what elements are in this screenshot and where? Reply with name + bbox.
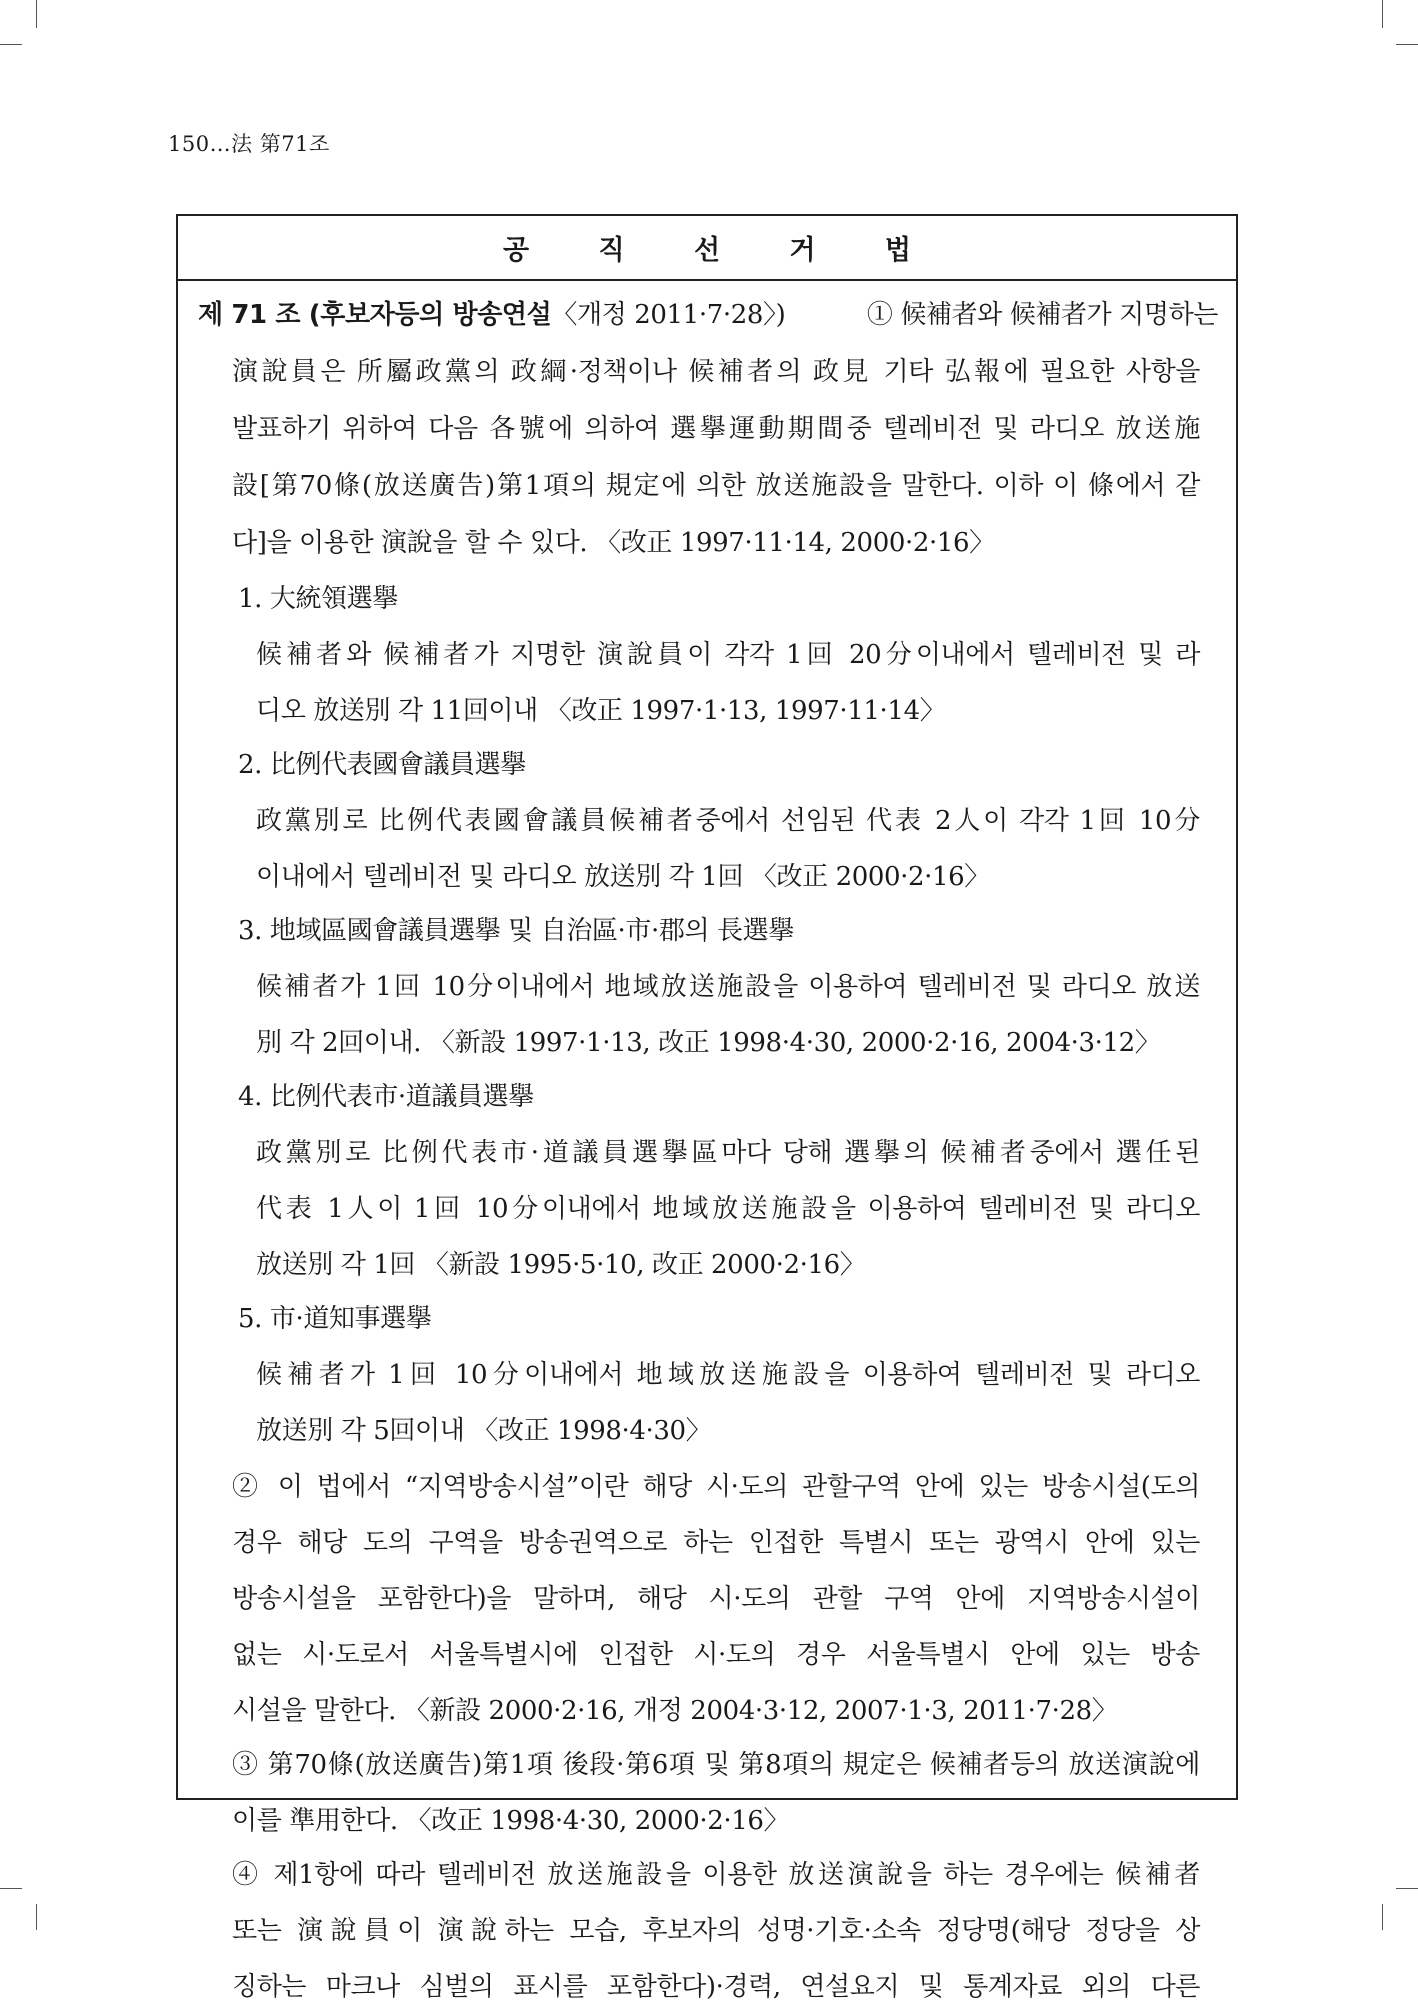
text-line: ② 이 법에서 “지역방송시설”이란 해당 시·도의 관할구역 안에 있는 방송시설(도의	[232, 1472, 1200, 1502]
text-line: 없는 시·도로서 서울특별시에 인접한 시·도의 경우 서울특별시 안에 있는 방송	[232, 1640, 1200, 1670]
item-title: 5. 市·道知事選擧	[238, 1304, 432, 1334]
item-title: 2. 比例代表國會議員選擧	[238, 750, 526, 780]
crop-mark	[0, 1888, 22, 1889]
text-line: 시설을 말한다. 〈新設 2000·2·16, 개정 2004·3·12, 2007·1·3, 2011·7·28〉	[232, 1696, 1118, 1726]
text-line: 이내에서 텔레비전 및 라디오 放送別 각 1回 〈改正 2000·2·16〉	[256, 862, 990, 892]
text-line: 候補者와 候補者가 지명한 演說員이 각각 1回 20分이내에서 텔레비전 및 라	[256, 640, 1200, 670]
text-line: 이를 準用한다. 〈改正 1998·4·30, 2000·2·16〉	[232, 1806, 790, 1836]
text-line: 또는 演說員이 演說하는 모습, 후보자의 성명·기호·소속 정당명(해당 정당을 상	[232, 1916, 1200, 1946]
crop-mark	[0, 44, 22, 45]
text-line: 代表 1人이 1回 10分이내에서 地域放送施設을 이용하여 텔레비전 및 라디오	[256, 1194, 1200, 1224]
text-line: 放送別 각 5回이내 〈改正 1998·4·30〉	[256, 1416, 712, 1446]
crop-mark	[36, 0, 37, 28]
text-line: 演說員은 所屬政黨의 政綱·정책이나 候補者의 政見 기타 弘報에 필요한 사항을	[232, 357, 1200, 387]
text-line: 政黨別로 比例代表國會議員候補者중에서 선임된 代表 2人이 각각 1回 10分	[256, 806, 1200, 836]
article-title: 제 71 조 (후보자등의 방송연설	[198, 300, 552, 330]
item-title: 3. 地域區國會議員選擧 및 自治區·市·郡의 長選擧	[238, 916, 794, 946]
crop-mark	[1396, 44, 1418, 45]
running-head: 150…法 第71조	[168, 132, 330, 156]
text-line: 別 각 2回이내. 〈新設 1997·1·13, 改正 1998·4·30, 2000·2·16, 2004·3·12〉	[256, 1028, 1161, 1058]
crop-mark	[1382, 0, 1383, 28]
statute-frame	[176, 214, 1238, 2002]
text-line: 放送別 각 1回 〈新設 1995·5·10, 改正 2000·2·16〉	[256, 1250, 866, 1280]
amend-note: 〈개정 2011·7·28〉)	[551, 300, 786, 330]
text-line: ③ 第70條(放送廣告)第1項 後段·第6項 및 第8項의 規定은 候補者등의 放送演說에	[232, 1750, 1200, 1780]
text-line: 경우 해당 도의 구역을 방송권역으로 하는 인접한 특별시 또는 광역시 안에 있는	[232, 1528, 1200, 1558]
text-line: ④ 제1항에 따라 텔레비전 放送施設을 이용한 放送演說을 하는 경우에는 候補者	[232, 1860, 1200, 1890]
text-line: 政黨別로 比例代表市·道議員選擧區마다 당해 選擧의 候補者중에서 選任된	[256, 1138, 1200, 1168]
article-heading-line	[198, 297, 1218, 333]
text-line: 候補者가 1回 10分이내에서 地域放送施設을 이용하여 텔레비전 및 라디오	[256, 1360, 1200, 1390]
text-line: 디오 放送別 각 11回이내 〈改正 1997·1·13, 1997·11·14〉	[256, 696, 946, 726]
text-line: 발표하기 위하여 다음 各號에 의하여 選擧運動期間중 텔레비전 및 라디오 放送施	[232, 414, 1200, 444]
paragraph-1-start: ① 候補者와 候補者가 지명하는	[866, 300, 1218, 330]
text-line: 다]을 이용한 演說을 할 수 있다. 〈改正 1997·11·14, 2000·2·16〉	[232, 528, 995, 558]
item-title: 1. 大統領選擧	[238, 584, 398, 614]
article-body	[178, 281, 1236, 2002]
text-line: 징하는 마크나 심벌의 표시를 포함한다)·경력, 연설요지 및 통계자료 외의 다른	[232, 1972, 1200, 2002]
crop-mark	[1396, 1888, 1418, 1889]
crop-mark	[1382, 1904, 1383, 1930]
text-line: 방송시설을 포함한다)을 말하며, 해당 시·도의 관할 구역 안에 지역방송시설이	[232, 1584, 1200, 1614]
frame-title: 공 직 선 거 법	[178, 216, 1236, 281]
crop-mark	[36, 1904, 37, 1930]
item-title: 4. 比例代表市·道議員選擧	[238, 1082, 534, 1112]
text-line: 候補者가 1回 10分이내에서 地域放送施設을 이용하여 텔레비전 및 라디오 放送	[256, 972, 1200, 1002]
text-line: 設[第70條(放送廣告)第1項의 規定에 의한 放送施設을 말한다. 이하 이 條에서 같	[232, 471, 1200, 501]
